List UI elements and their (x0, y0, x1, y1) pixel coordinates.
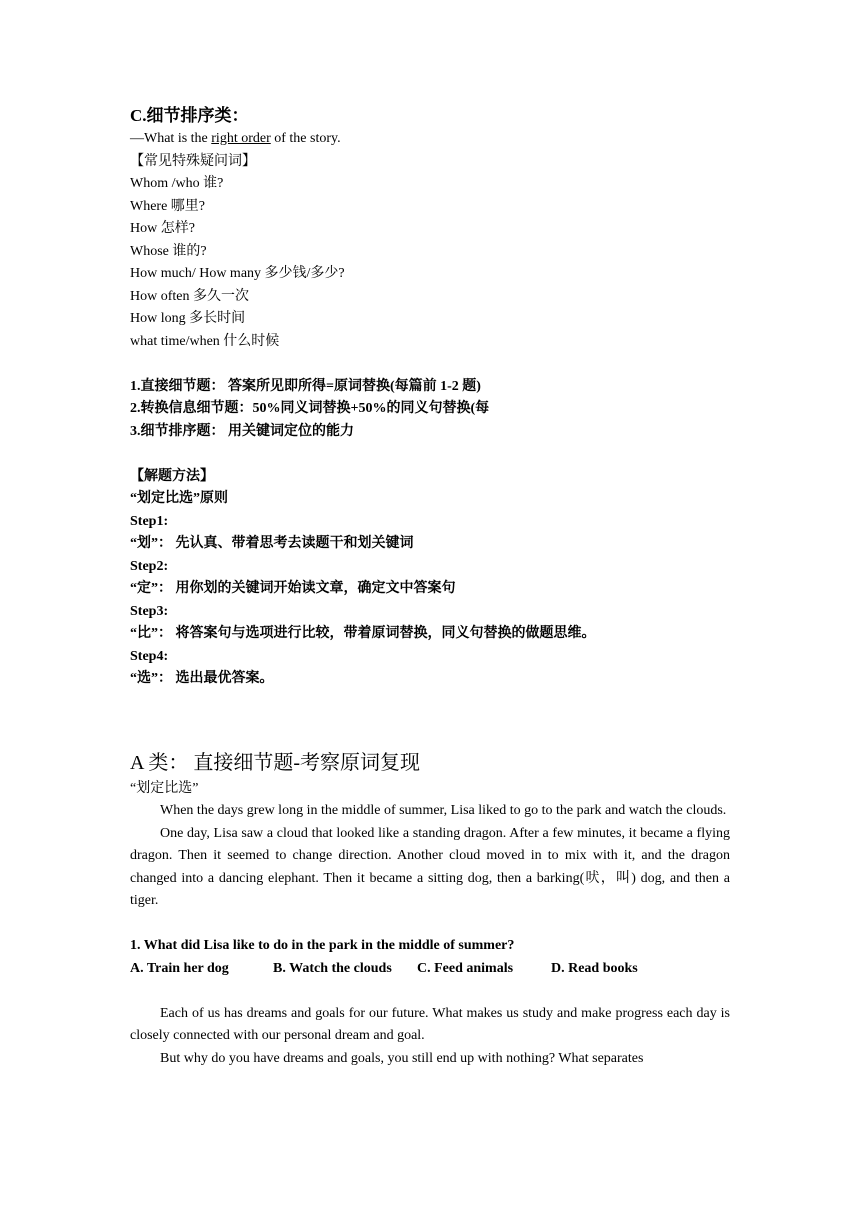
step-label: Step4: (130, 648, 169, 664)
passage-paragraph: Each of us has dreams and goals for our future. What makes us study and make progress each day is closely connected with our personal dream and goal. (130, 1005, 730, 1043)
passage-paragraph: But why do you have dreams and goals, you still end up with nothing? What separates (160, 1050, 644, 1066)
step-label: Step2: (130, 558, 169, 574)
question-type-item: 3.细节排序题： 用关键词定位的能力 (130, 423, 354, 439)
order-question-underlined: right order (211, 131, 271, 146)
question-type-item: 1.直接细节题： 答案所见即所得=原词替换(每篇前 1-2 题) (130, 378, 481, 394)
passage-paragraph: One day, Lisa saw a cloud that looked like a standing dragon. After a few minutes, it became a flying dragon. Then it seemed to change direction. Another cloud moved in to mix with it, and the dragon changed into a dancing elephant. Then it became a sitting dog, then a barking(吠，叫) dog, and then a tiger. (130, 825, 730, 908)
spacer (130, 713, 730, 736)
step-text: “划”： 先认真、带着思考去读题干和划关键词 (130, 536, 414, 551)
wh-word-item: Whose 谁的? (130, 243, 207, 259)
option-b: B. Watch the clouds (273, 960, 392, 976)
question-text: 1. What did Lisa like to do in the park in the middle of summer? (130, 938, 515, 953)
wh-word-item: How long 多长时间 (130, 311, 246, 326)
step-text: “选”： 选出最优答案。 (130, 671, 274, 686)
spacer (130, 691, 730, 714)
spacer (130, 913, 730, 936)
wh-word-item: Where 哪里? (130, 198, 206, 214)
order-question-suffix: of the story. (270, 131, 341, 146)
answer-options (130, 958, 730, 981)
wh-word-item: How 怎样? (130, 221, 195, 236)
spacer (130, 353, 730, 376)
option-d: D. Read books (551, 960, 638, 976)
step-text: “比”： 将答案句与选项进行比较，带着原词替换，同义句替换的做题思维。 (130, 626, 596, 641)
section-a-subtitle: “划定比选” (130, 780, 199, 796)
option-a: A. Train her dog (130, 960, 229, 976)
spacer (130, 980, 730, 1003)
wh-word-item: what time/when 什么时候 (130, 333, 280, 349)
section-a-heading: A 类： 直接细节题-考察原词复现 (130, 751, 420, 774)
method-title: 【解题方法】 (130, 468, 214, 484)
method-principle: “划定比选”原则 (130, 491, 228, 506)
order-question-prefix: —What is the (130, 131, 212, 146)
step-label: Step1: (130, 513, 169, 529)
question-type-item: 2.转换信息细节题：50%同义词替换+50%的同义句替换(每 (130, 401, 490, 416)
section-c-heading: C.细节排序类： (130, 106, 249, 125)
document-content (130, 104, 730, 1070)
spacer (130, 443, 730, 466)
wh-word-item: How much/ How many 多少钱/多少? (130, 266, 345, 281)
wh-words-title: 【常见特殊疑问词】 (130, 153, 256, 169)
step-text: “定”： 用你划的关键词开始读文章，确定文中答案句 (130, 581, 456, 596)
order-question (130, 128, 730, 151)
passage-paragraph: When the days grew long in the middle of summer, Lisa liked to go to the park and watch the clouds. (160, 803, 727, 818)
option-c: C. Feed animals (417, 960, 514, 976)
wh-word-item: How often 多久一次 (130, 288, 249, 304)
step-label: Step3: (130, 603, 169, 619)
wh-word-item: Whom /who 谁? (130, 176, 224, 191)
